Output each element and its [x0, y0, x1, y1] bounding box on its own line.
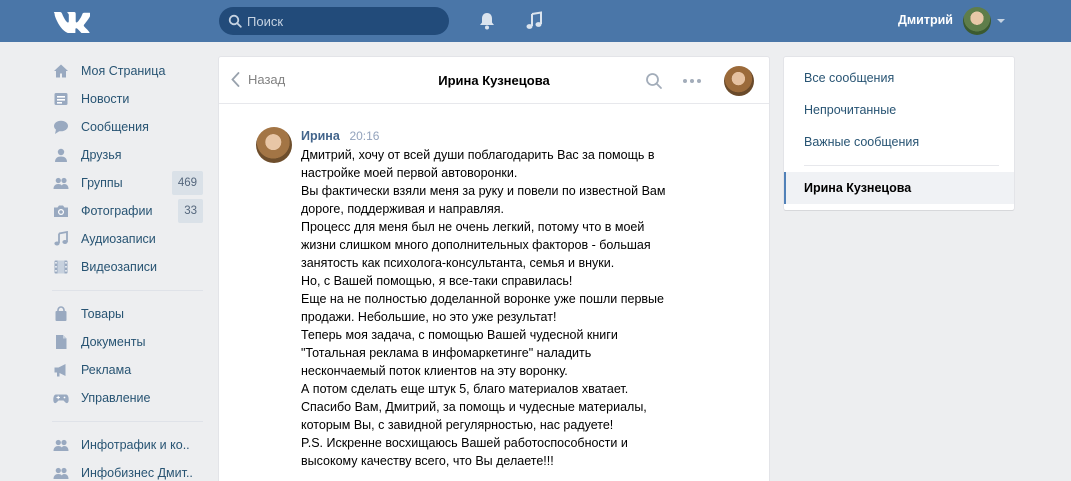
search-box[interactable] — [219, 7, 449, 35]
sidebar-item-label: Аудиозаписи — [81, 232, 156, 246]
filter-important[interactable]: Важные сообщения — [804, 135, 920, 149]
messages-icon — [53, 119, 69, 135]
photos-count-badge: 33 — [178, 199, 203, 223]
sidebar-item-community-2[interactable] — [50, 459, 205, 481]
sidebar-item-label: Товары — [81, 307, 124, 321]
active-chat-label: Ирина Кузнецова — [804, 181, 912, 195]
message-line: продажи. Небольшие, но это уже результат! — [301, 310, 557, 324]
chevron-down-icon[interactable] — [997, 19, 1005, 23]
sidebar-item-community-1[interactable] — [50, 431, 205, 459]
community-icon — [53, 437, 69, 453]
message-line: Процесс для меня был не очень легкий, потому что в моей — [301, 220, 645, 234]
message-line: которым Вы, с завидной регулярностью, нас радуете! — [301, 418, 614, 432]
sidebar-item-ads[interactable] — [50, 356, 205, 384]
sidebar-divider — [52, 290, 203, 291]
sidebar-item-news[interactable] — [50, 85, 205, 113]
music-note-icon[interactable] — [524, 11, 544, 31]
message-line: А потом сделать еще штук 5, благо материалов хватает. — [301, 382, 629, 396]
message-line: жизни слишком много дополнительных факторов - большая — [301, 238, 651, 252]
chat-avatar[interactable] — [724, 66, 754, 96]
sidebar-item-label: Фотографии — [81, 204, 153, 218]
sidebar-item-friends[interactable] — [50, 141, 205, 169]
sidebar-item-label: Видеозаписи — [81, 260, 158, 274]
sidebar-item-label: Инфотрафик и ко.. — [81, 438, 190, 452]
more-icon[interactable] — [682, 78, 702, 84]
user-avatar[interactable] — [963, 7, 991, 35]
sidebar-divider — [52, 421, 203, 422]
sidebar-item-label: Новости — [81, 92, 130, 106]
bell-icon[interactable] — [477, 11, 497, 31]
sidebar-item-audio[interactable] — [50, 225, 205, 253]
megaphone-icon — [53, 362, 69, 378]
sidebar-item-groups[interactable] — [50, 169, 205, 197]
messages-filter-panel — [784, 57, 1014, 210]
message-line: "Тотальная реклама в инфомаркетинге" наладить — [301, 346, 592, 360]
community-icon — [53, 465, 69, 481]
message-text — [301, 146, 721, 470]
sidebar-item-messages[interactable] — [50, 113, 205, 141]
sidebar-item-label: Реклама — [81, 363, 132, 377]
message-author[interactable]: Ирина — [301, 129, 340, 143]
message-line: Но, с Вашей помощью, я все-таки справилась! — [301, 274, 573, 288]
groups-icon — [53, 175, 69, 191]
search-icon — [228, 14, 242, 28]
sidebar-item-goods[interactable] — [50, 300, 205, 328]
filter-active-chat[interactable] — [784, 172, 1014, 204]
message-line: P.S. Искренне восхищаюсь Вашей работоспособности и — [301, 436, 628, 450]
sidebar-item-documents[interactable] — [50, 328, 205, 356]
sidebar-item-label: Документы — [81, 335, 146, 349]
message-header — [301, 128, 379, 143]
message-line: Вы фактически взяли меня за руку и повели по известной Вам — [301, 184, 666, 198]
news-icon — [53, 91, 69, 107]
message-line: Еще на не полностью доделанной воронке уже пошли первые — [301, 292, 664, 306]
home-icon — [53, 63, 69, 79]
message-avatar[interactable] — [256, 127, 292, 163]
message-line: Дмитрий, хочу от всей души поблагодарить Вас за помощь в — [301, 148, 655, 162]
gamepad-icon — [53, 390, 69, 406]
filter-divider — [804, 165, 999, 166]
message-line: высокому качеству всего, что Вы делаете!!! — [301, 454, 554, 468]
sidebar-item-label: Моя Страница — [81, 64, 166, 78]
sidebar-item-label: Сообщения — [81, 120, 149, 134]
message-time: 20:16 — [349, 129, 380, 143]
search-icon[interactable] — [645, 72, 663, 90]
message-line: Теперь моя задача, с помощью Вашей чудесной книги — [301, 328, 618, 342]
camera-icon — [53, 203, 69, 219]
chat-panel — [219, 57, 769, 481]
document-icon — [53, 334, 69, 350]
sidebar-item-label: Управление — [81, 391, 151, 405]
groups-count-badge: 469 — [172, 171, 203, 195]
message-line: настройке моей первой автоворонки. — [301, 166, 518, 180]
message-line: занятость как психолога-консультанта, семья и внуки. — [301, 256, 615, 270]
sidebar-item-management[interactable] — [50, 384, 205, 412]
sidebar-item-my-page[interactable] — [50, 57, 205, 85]
sidebar-item-video[interactable] — [50, 253, 205, 281]
bag-icon — [53, 306, 69, 322]
message-line: дороге, поддерживая и направляя. — [301, 202, 504, 216]
sidebar-item-label: Друзья — [81, 148, 122, 162]
friends-icon — [53, 147, 69, 163]
sidebar-item-label: Инфобизнес Дмит.. — [81, 466, 193, 480]
top-bar — [0, 0, 1071, 42]
message-line: нескончаемый поток клиентов на эту воронку. — [301, 364, 568, 378]
user-name[interactable]: Дмитрий — [898, 13, 953, 27]
filter-unread[interactable]: Непрочитанные — [804, 103, 897, 117]
sidebar — [50, 57, 205, 481]
back-label: Назад — [248, 72, 286, 87]
video-icon — [53, 259, 69, 275]
music-icon — [53, 231, 69, 247]
sidebar-item-label: Группы — [81, 176, 123, 190]
chat-header — [219, 57, 769, 104]
vk-logo-icon[interactable] — [52, 9, 90, 33]
chat-title: Ирина Кузнецова — [438, 73, 550, 88]
search-input[interactable] — [247, 7, 442, 35]
filter-all-messages[interactable]: Все сообщения — [804, 71, 895, 85]
message-line: Спасибо Вам, Дмитрий, за помощь и чудесные материалы, — [301, 400, 647, 414]
sidebar-item-photos[interactable] — [50, 197, 205, 225]
